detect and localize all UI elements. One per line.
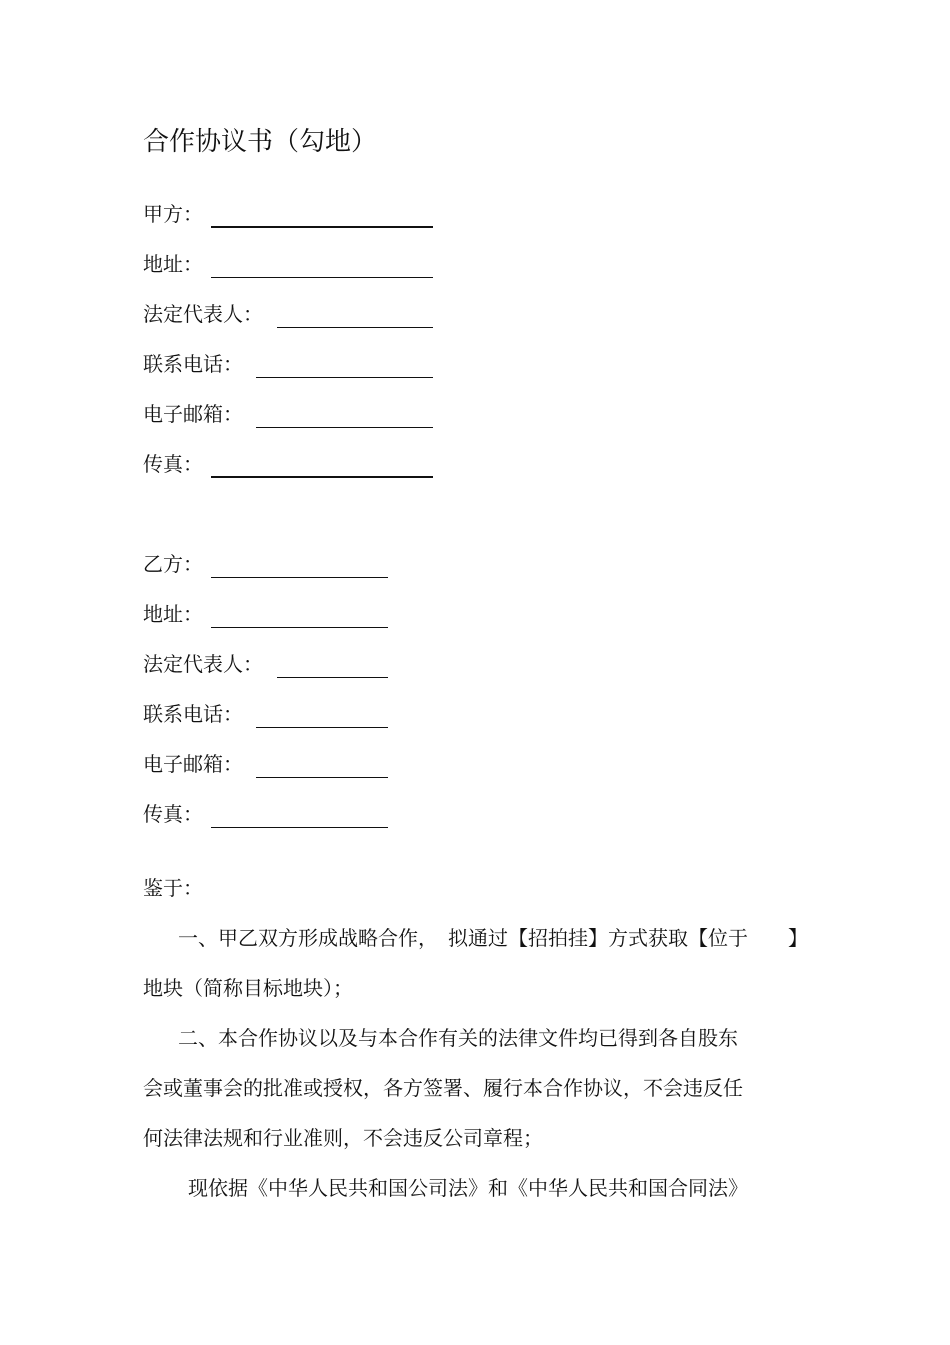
field-label: 地址： [143, 602, 203, 626]
document-title: 合作协议书（勾地） [143, 127, 378, 157]
field-label: 电子邮箱： [143, 752, 243, 776]
clause-1-line-1: 一、甲乙双方形成战略合作， 拟通过【招拍挂】方式获取【位于 】 [178, 926, 808, 950]
field-label: 联系电话： [143, 702, 243, 726]
clause-2-line-2: 会或董事会的批准或授权，各方签署、履行本合作协议，不会违反任 [143, 1076, 743, 1100]
field-label: 法定代表人： [143, 652, 263, 676]
whereas-heading: 鉴于： [143, 876, 203, 900]
fill-in-blank[interactable] [211, 226, 433, 228]
field-label: 传真： [143, 452, 203, 476]
clause-2-line-1: 二、本合作协议以及与本合作有关的法律文件均已得到各自股东 [178, 1026, 738, 1050]
fill-in-blank[interactable] [277, 327, 433, 328]
field-label: 法定代表人： [143, 302, 263, 326]
field-label: 地址： [143, 252, 203, 276]
clause-2-line-3: 何法律法规和行业准则，不会违反公司章程； [143, 1126, 543, 1150]
clause-1-line-2: 地块（简称目标地块）； [143, 976, 353, 1000]
fill-in-blank[interactable] [277, 677, 388, 678]
fill-in-blank[interactable] [256, 377, 433, 378]
field-label: 甲方： [143, 202, 203, 226]
fill-in-blank[interactable] [256, 777, 388, 778]
field-label: 电子邮箱： [143, 402, 243, 426]
fill-in-blank[interactable] [211, 277, 433, 278]
field-label: 联系电话： [143, 352, 243, 376]
field-label: 乙方： [143, 552, 203, 576]
fill-in-blank[interactable] [256, 727, 388, 728]
field-label: 传真： [143, 802, 203, 826]
fill-in-blank[interactable] [211, 577, 388, 578]
fill-in-blank[interactable] [211, 476, 433, 478]
fill-in-blank[interactable] [256, 427, 433, 428]
fill-in-blank[interactable] [211, 827, 388, 828]
fill-in-blank[interactable] [211, 627, 388, 628]
legal-basis-line: 现依据《中华人民共和国公司法》和《中华人民共和国合同法》 [188, 1176, 748, 1200]
